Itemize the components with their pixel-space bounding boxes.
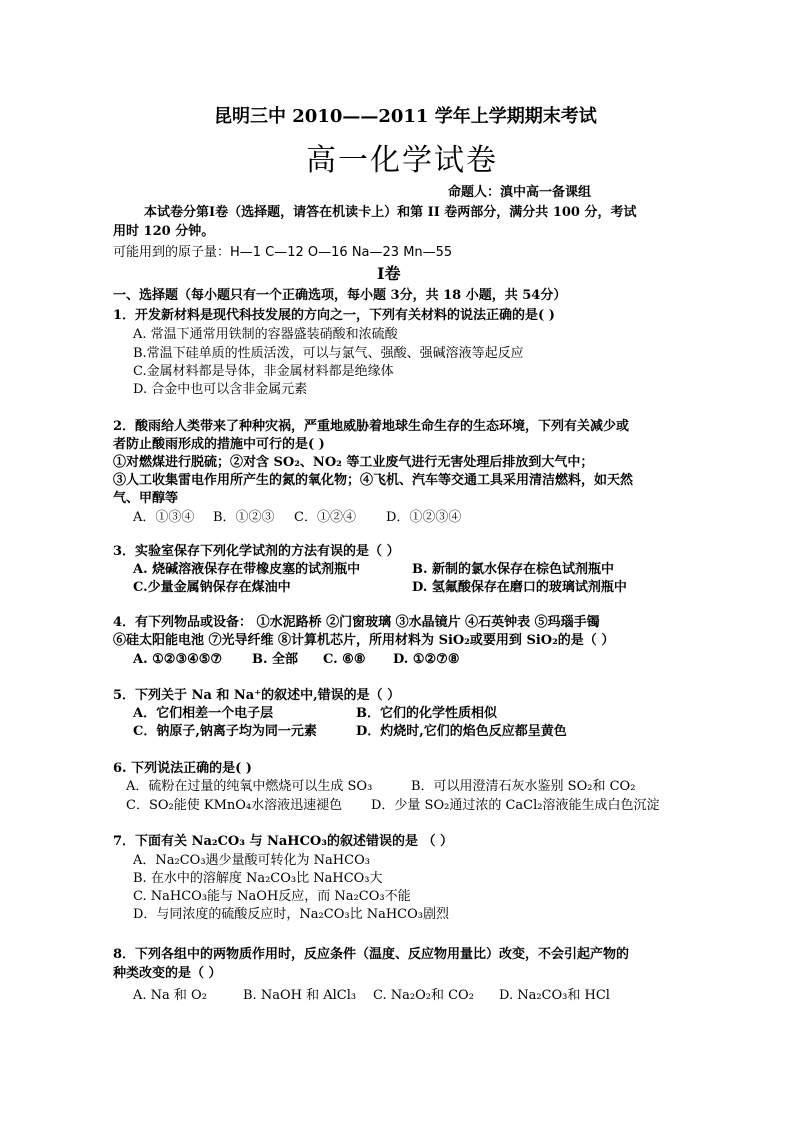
question-8-option-a[interactable]: A. Na 和 O₂ xyxy=(133,988,207,1003)
question-7-option-b[interactable]: B. 在水中的溶解度 Na₂CO₃比 NaHCO₃大 xyxy=(133,871,383,886)
question-2-option-a[interactable]: A．①③④ xyxy=(133,510,195,525)
question-1-stem: 1．开发新材料是现代科技发展的方向之一，下列有关材料的说法正确的是( ) xyxy=(113,308,555,323)
school-title: 昆明三中 2010——2011 学年上学期期末考试 xyxy=(214,106,597,127)
question-7-option-a[interactable]: A．Na₂CO₃遇少量酸可转化为 NaHCO₃ xyxy=(133,853,370,868)
question-7-option-c[interactable]: C. NaHCO₃能与 NaOH反应，而 Na₂CO₃不能 xyxy=(133,889,411,904)
question-5-option-a[interactable]: A．它们相差一个电子层 xyxy=(133,706,274,721)
question-5-option-c[interactable]: C．钠原子,钠离子均为同一元素 xyxy=(133,724,317,739)
section-title: Ⅰ卷 xyxy=(377,264,401,283)
intro-line-1: 本试卷分第Ⅰ卷（选择题，请答在机读卡上）和第 II 卷两部分，满分共 100 分，考试 xyxy=(144,205,637,220)
question-5-stem: 5．下列关于 Na 和 Na⁺的叙述中,错误的是（ ） xyxy=(113,688,401,703)
question-8-stem-1: 8．下列各组中的两物质作用时，反应条件（温度、反应物用量比）改变，不会引起产物的 xyxy=(113,947,630,962)
question-3-option-b[interactable]: B. 新制的氯水保存在棕色试剂瓶中 xyxy=(412,562,615,577)
question-2-option-b[interactable]: B．①②③ xyxy=(213,510,275,525)
question-8-option-c[interactable]: C. Na₂O₂和 CO₂ xyxy=(373,988,474,1003)
question-4-option-c[interactable]: C. ⑥⑧ xyxy=(323,652,366,667)
question-6-option-b[interactable]: B．可以用澄清石灰水鉴别 SO₂和 CO₂ xyxy=(411,779,636,794)
question-1-option-b[interactable]: B.常温下硅单质的性质活泼，可以与氯气、强酸、强碱溶液等起反应 xyxy=(133,346,524,361)
author-line: 命题人：滇中高一备课组 xyxy=(448,185,592,200)
question-3-stem: 3．实验室保存下列化学试剂的方法有误的是（ ） xyxy=(113,544,400,559)
question-5-option-d[interactable]: D．灼烧时,它们的焰色反应都呈黄色 xyxy=(356,724,567,739)
question-6-option-d[interactable]: D．少量 SO₂通过浓的 CaCl₂溶液能生成白色沉淀 xyxy=(371,798,660,813)
question-2-stem-1: 2．酸雨给人类带来了种种灾祸，严重地威胁着地球生命生存的生态环境，下列有关减少或 xyxy=(113,419,630,434)
question-1-option-d[interactable]: D. 合金中也可以含非金属元素 xyxy=(133,382,308,397)
question-2-option-d[interactable]: D．①②③④ xyxy=(386,510,462,525)
question-6-option-a[interactable]: A．硫粉在过量的纯氧中燃烧可以生成 SO₃ xyxy=(126,779,373,794)
question-7-option-d[interactable]: D．与同浓度的硫酸反应时，Na₂CO₃比 NaHCO₃剧烈 xyxy=(133,907,449,922)
question-2-stem-3: ①对燃煤进行脱硫；②对含 SO₂、NO₂ 等工业废气进行无害处理后排放到大气中； xyxy=(113,455,594,470)
question-7-stem: 7．下面有关 Na₂CO₃ 与 NaHCO₃的叙述错误的是 （ ） xyxy=(113,834,453,849)
section-instructions: 一、选择题（每小题只有一个正确选项，每小题 3分，共 18 小题，共 54分） xyxy=(113,288,567,303)
question-2-option-c[interactable]: C．①②④ xyxy=(294,510,356,525)
exam-title: 高一化学试卷 xyxy=(306,143,498,178)
question-4-option-b[interactable]: B. 全部 xyxy=(252,652,299,667)
question-3-option-d[interactable]: D. 氢氟酸保存在磨口的玻璃试剂瓶中 xyxy=(412,580,627,595)
question-8-option-b[interactable]: B. NaOH 和 AlCl₃ xyxy=(243,988,357,1003)
intro-line-2: 用时 120 分钟。 xyxy=(113,224,215,239)
question-1-option-c[interactable]: C.金属材料都是导体，非金属材料都是绝缘体 xyxy=(133,364,394,379)
question-4-option-d[interactable]: D. ①②⑦⑧ xyxy=(393,652,460,667)
atomic-masses: 可能用到的原子量：H—1 C—12 O—16 Na—23 Mn—55 xyxy=(113,245,453,260)
question-2-stem-5: 气、甲醇等 xyxy=(113,491,179,506)
question-2-stem-4: ③人工收集雷电作用所产生的氮的氧化物；④飞机、汽车等交通工具采用清洁燃料，如天然 xyxy=(113,473,634,488)
question-8-stem-2: 种类改变的是（ ） xyxy=(113,966,222,981)
question-1-option-a[interactable]: A. 常温下通常用铁制的容器盛装硝酸和浓硫酸 xyxy=(133,327,398,342)
question-8-option-d[interactable]: D. Na₂CO₃和 HCl xyxy=(499,988,610,1003)
question-4-stem-2: ⑥硅太阳能电池 ⑦光导纤维 ⑧计算机芯片，所用材料为 SiO₂或要用到 SiO₂的是（ ） xyxy=(113,633,615,648)
question-4-stem-1: 4．有下列物品或设备： ①水泥路桥 ②门窗玻璃 ③水晶镜片 ④石英钟表 ⑤玛瑙手镯 xyxy=(113,615,600,630)
question-5-option-b[interactable]: B．它们的化学性质相似 xyxy=(356,706,497,721)
question-2-stem-2: 者防止酸雨形成的措施中可行的是( ) xyxy=(113,437,325,452)
question-3-option-a[interactable]: A. 烧碱溶液保存在带橡皮塞的试剂瓶中 xyxy=(133,562,361,577)
question-6-stem: 6. 下列说法正确的是( ) xyxy=(113,761,252,776)
question-6-option-c[interactable]: C．SO₂能使 KMnO₄水溶液迅速褪色 xyxy=(126,798,343,813)
question-3-option-c[interactable]: C.少量金属钠保存在煤油中 xyxy=(133,580,291,595)
question-4-option-a[interactable]: A. ①②③④⑤⑦ xyxy=(133,652,223,667)
